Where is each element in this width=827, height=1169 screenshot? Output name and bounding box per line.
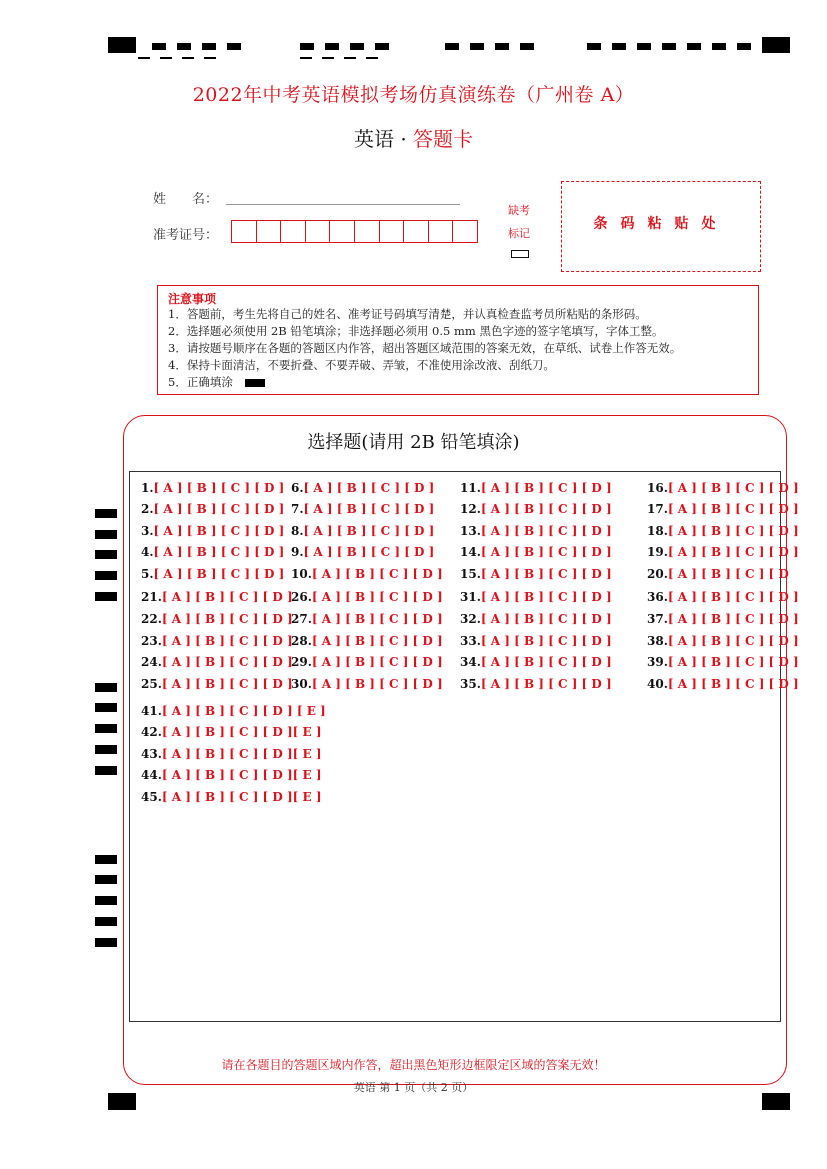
answer-options[interactable]: [ A ] [ B ] [ C ] [ D ] <box>480 612 612 626</box>
question-37[interactable] <box>647 612 799 626</box>
question-number: 38. <box>647 634 668 648</box>
id-digit-box[interactable] <box>306 221 331 242</box>
timing-mark <box>587 43 601 50</box>
question-31[interactable] <box>460 590 612 604</box>
timing-mark <box>737 43 751 50</box>
timing-mark <box>182 57 194 59</box>
question-25[interactable] <box>141 677 293 691</box>
question-5[interactable] <box>141 567 284 581</box>
answer-options[interactable]: [ A ] [ B ] [ C ] [ D ] <box>667 677 799 691</box>
question-20[interactable] <box>647 567 789 581</box>
id-digit-box[interactable] <box>257 221 282 242</box>
question-number: 35. <box>460 677 481 691</box>
exam-id-field[interactable] <box>231 220 478 243</box>
subtitle-separator: · <box>400 127 407 151</box>
question-number: 32. <box>460 612 481 626</box>
question-number: 34. <box>460 655 481 669</box>
question-26[interactable] <box>291 590 443 604</box>
answer-options[interactable]: [ A ] [ B ] [ C ] [ D ] <box>153 502 285 516</box>
timing-mark <box>712 43 726 50</box>
absent-mark-box[interactable] <box>511 250 529 258</box>
question-13[interactable] <box>460 524 612 538</box>
question-number: 7. <box>291 502 304 516</box>
card-subtitle <box>0 123 827 152</box>
question-number: 11. <box>460 481 481 495</box>
timing-mark <box>445 43 459 50</box>
side-timing-mark <box>95 571 117 580</box>
answer-options[interactable]: [ A ] [ B ] [ C ] [ D ] <box>303 545 435 559</box>
id-digit-box[interactable] <box>232 221 257 242</box>
timing-mark <box>350 43 364 50</box>
timing-mark <box>160 57 172 59</box>
question-number: 28. <box>291 634 312 648</box>
name-field[interactable] <box>226 204 460 205</box>
timing-mark <box>344 57 356 59</box>
id-digit-box[interactable] <box>355 221 380 242</box>
question-number: 39. <box>647 655 668 669</box>
answer-options[interactable]: [ A ] [ B ] [ C ] [ D ] <box>480 677 612 691</box>
answer-options[interactable]: [ A ] [ B ] [ C ] [ D <box>667 567 789 581</box>
question-number: 2. <box>141 502 154 516</box>
timing-mark <box>495 43 509 50</box>
question-18[interactable] <box>647 524 799 538</box>
question-41[interactable] <box>141 704 326 718</box>
question-number: 14. <box>460 545 481 559</box>
timing-mark <box>227 43 241 50</box>
side-timing-mark <box>95 875 117 884</box>
section-title: 选择题(请用 2B 铅笔填涂) <box>307 432 520 453</box>
id-digit-box[interactable] <box>380 221 405 242</box>
answer-options[interactable]: [ A ] [ B ] [ C ] [ D ][ E ] <box>161 725 322 739</box>
question-36[interactable] <box>647 590 799 604</box>
side-timing-mark <box>95 724 117 733</box>
question-15[interactable] <box>460 567 612 581</box>
question-number: 29. <box>291 655 312 669</box>
question-10[interactable] <box>291 567 443 581</box>
question-44[interactable] <box>141 768 322 782</box>
notice-item: 1．答题前，考生先将自己的姓名、准考证号码填写清楚，并认真检查监考员所粘贴的条形码。 <box>168 307 647 321</box>
name-label: 姓 名： <box>153 192 219 207</box>
side-timing-mark <box>95 896 117 905</box>
question-28[interactable] <box>291 634 443 648</box>
answer-options[interactable]: [ A ] [ B ] [ C ] [ D ] <box>303 502 435 516</box>
question-38[interactable] <box>647 634 799 648</box>
timing-mark <box>300 57 312 59</box>
timing-mark <box>375 43 389 50</box>
alignment-mark <box>108 1093 136 1110</box>
question-number: 30. <box>291 677 312 691</box>
question-17[interactable] <box>647 502 799 516</box>
question-number: 6. <box>291 481 304 495</box>
notice-item: 5．正确填涂 <box>168 375 233 389</box>
timing-mark <box>138 57 150 59</box>
question-35[interactable] <box>460 677 612 691</box>
question-21[interactable] <box>141 590 293 604</box>
answer-options[interactable]: [ A ] [ B ] [ C ] [ D ] <box>311 590 443 604</box>
id-digit-box[interactable] <box>429 221 454 242</box>
question-33[interactable] <box>460 634 612 648</box>
alignment-mark <box>762 1093 790 1110</box>
question-number: 5. <box>141 567 154 581</box>
id-digit-box[interactable] <box>453 221 477 242</box>
answer-options[interactable]: [ A ] [ B ] [ C ] [ D ] <box>161 590 293 604</box>
id-digit-box[interactable] <box>404 221 429 242</box>
question-3[interactable] <box>141 524 284 538</box>
timing-mark <box>612 43 626 50</box>
side-timing-mark <box>95 683 117 692</box>
question-number: 4. <box>141 545 154 559</box>
notice-item: 4．保持卡面清洁，不要折叠、不要弄破、弄皱，不准使用涂改液、刮纸刀。 <box>168 358 555 372</box>
question-8[interactable] <box>291 524 434 538</box>
question-4[interactable] <box>141 545 284 559</box>
question-9[interactable] <box>291 545 434 559</box>
question-number: 24. <box>141 655 162 669</box>
answer-options[interactable]: [ A ] [ B ] [ C ] [ D ] <box>303 481 435 495</box>
timing-mark <box>325 43 339 50</box>
question-number: 8. <box>291 524 304 538</box>
answer-options[interactable]: [ A ] [ B ] [ C ] [ D ][ E ] <box>161 768 322 782</box>
timing-mark <box>687 43 701 50</box>
question-22[interactable] <box>141 612 293 626</box>
alignment-mark <box>108 37 136 53</box>
answer-options[interactable]: [ A ] [ B ] [ C ] [ D ] <box>311 567 443 581</box>
notice-title: 注意事项 <box>168 292 217 306</box>
question-34[interactable] <box>460 655 612 669</box>
notice-box <box>157 285 759 395</box>
alignment-mark <box>762 37 790 53</box>
question-number: 3. <box>141 524 154 538</box>
barcode-label: 条码粘贴处 <box>593 216 729 232</box>
footer-warning: 请在各题目的答题区域内作答，超出黑色矩形边框限定区域的答案无效！ <box>221 1058 606 1072</box>
answer-options[interactable]: [ A ] [ B ] [ C ] [ D ] <box>311 612 443 626</box>
answer-options[interactable]: [ A ] [ B ] [ C ] [ D ] <box>161 612 293 626</box>
question-12[interactable] <box>460 502 612 516</box>
question-number: 9. <box>291 545 304 559</box>
question-6[interactable] <box>291 481 434 495</box>
absent-label-line1: 缺考 <box>508 204 530 217</box>
question-11[interactable] <box>460 481 612 495</box>
question-2[interactable] <box>141 502 284 516</box>
question-27[interactable] <box>291 612 443 626</box>
answer-options[interactable]: [ A ] [ B ] [ C ] [ D ] <box>480 567 612 581</box>
question-42[interactable] <box>141 725 322 739</box>
question-number: 23. <box>141 634 162 648</box>
answer-options[interactable]: [ A ] [ B ] [ C ] [ D ][ E ] <box>161 790 322 804</box>
answer-options[interactable]: [ A ] [ B ] [ C ] [ D ] <box>153 567 285 581</box>
timing-mark <box>366 57 378 59</box>
question-40[interactable] <box>647 677 799 691</box>
timing-mark <box>662 43 676 50</box>
side-timing-mark <box>95 592 117 601</box>
question-24[interactable] <box>141 655 293 669</box>
question-number: 25. <box>141 677 162 691</box>
timing-mark <box>177 43 191 50</box>
question-23[interactable] <box>141 634 293 648</box>
question-number: 10. <box>291 567 312 581</box>
question-16[interactable] <box>647 481 799 495</box>
question-number: 42. <box>141 725 162 739</box>
answer-options[interactable]: [ A ] [ B ] [ C ] [ D ] <box>161 634 293 648</box>
question-43[interactable] <box>141 747 322 761</box>
subject-label: 英语 <box>353 127 394 151</box>
question-29[interactable] <box>291 655 443 669</box>
side-timing-mark <box>95 530 117 539</box>
question-45[interactable] <box>141 790 322 804</box>
question-number: 19. <box>647 545 668 559</box>
answer-options[interactable]: [ A ] [ B ] [ C ] [ D ] <box>667 524 799 538</box>
side-timing-mark <box>95 745 117 754</box>
answer-options[interactable]: [ A ] [ B ] [ C ] [ D ] <box>480 655 612 669</box>
answer-options[interactable]: [ A ] [ B ] [ C ] [ D ] <box>667 590 799 604</box>
timing-mark <box>637 43 651 50</box>
question-7[interactable] <box>291 502 434 516</box>
side-timing-mark <box>95 917 117 926</box>
exam-title: 2022年中考英语模拟考场仿真演练卷（广州卷 A） <box>192 84 635 106</box>
answer-options[interactable]: [ A ] [ B ] [ C ] [ D ] <box>311 634 443 648</box>
question-1[interactable] <box>141 481 284 495</box>
id-label: 准考证号： <box>153 228 219 243</box>
notice-item: 2．选择题必须使用 2B 铅笔填涂；非选择题必须用 0.5 mm 黑色字迹的签字笔填写，字体工整。 <box>168 324 664 338</box>
answer-options[interactable]: [ A ] [ B ] [ C ] [ D ] <box>311 655 443 669</box>
question-number: 31. <box>460 590 481 604</box>
answer-options[interactable]: [ A ] [ B ] [ C ] [ D ] <box>480 590 612 604</box>
answer-options[interactable]: [ A ] [ B ] [ C ] [ D ] <box>480 502 612 516</box>
answer-options[interactable]: [ A ] [ B ] [ C ] [ D ] <box>161 677 293 691</box>
question-number: 33. <box>460 634 481 648</box>
answer-options[interactable]: [ A ] [ B ] [ C ] [ D ] <box>667 634 799 648</box>
question-number: 41. <box>141 704 162 718</box>
question-number: 12. <box>460 502 481 516</box>
answer-options[interactable]: [ A ] [ B ] [ C ] [ D ] <box>480 524 612 538</box>
timing-mark <box>300 43 314 50</box>
answer-options[interactable]: [ A ] [ B ] [ C ] [ D ] <box>667 655 799 669</box>
question-number: 13. <box>460 524 481 538</box>
question-number: 40. <box>647 677 668 691</box>
question-number: 1. <box>141 481 154 495</box>
question-number: 15. <box>460 567 481 581</box>
answer-options[interactable]: [ A ] [ B ] [ C ] [ D ] <box>153 545 285 559</box>
question-number: 37. <box>647 612 668 626</box>
question-39[interactable] <box>647 655 799 669</box>
answer-options[interactable]: [ A ] [ B ] [ C ] [ D ] <box>480 545 612 559</box>
question-30[interactable] <box>291 677 443 691</box>
timing-mark <box>204 57 216 59</box>
answer-options[interactable]: [ A ] [ B ] [ C ] [ D ] [ E ] <box>161 704 326 718</box>
question-number: 27. <box>291 612 312 626</box>
answer-options[interactable]: [ A ] [ B ] [ C ] [ D ] <box>153 524 285 538</box>
answer-options[interactable]: [ A ] [ B ] [ C ] [ D ] <box>667 545 799 559</box>
answer-options[interactable]: [ A ] [ B ] [ C ] [ D ] <box>667 481 799 495</box>
side-timing-mark <box>95 703 117 712</box>
id-digit-box[interactable] <box>281 221 306 242</box>
id-digit-box[interactable] <box>330 221 355 242</box>
side-timing-mark <box>95 550 117 559</box>
question-number: 17. <box>647 502 668 516</box>
answer-options[interactable]: [ A ] [ B ] [ C ] [ D ][ E ] <box>161 747 322 761</box>
question-number: 20. <box>647 567 668 581</box>
answer-card-label: 答题卡 <box>413 127 474 151</box>
answer-options[interactable]: [ A ] [ B ] [ C ] [ D ] <box>667 612 799 626</box>
notice-item-fill-example <box>168 374 748 391</box>
question-number: 36. <box>647 590 668 604</box>
question-number: 43. <box>141 747 162 761</box>
answer-options[interactable]: [ A ] [ B ] [ C ] [ D ] <box>480 481 612 495</box>
answer-options[interactable]: [ A ] [ B ] [ C ] [ D ] <box>161 655 293 669</box>
side-timing-mark <box>95 938 117 947</box>
answer-options[interactable]: [ A ] [ B ] [ C ] [ D ] <box>153 481 285 495</box>
answer-options[interactable]: [ A ] [ B ] [ C ] [ D ] <box>311 677 443 691</box>
side-timing-mark <box>95 766 117 775</box>
notice-item: 3．请按题号顺序在各题的答题区内作答，超出答题区域范围的答案无效，在草纸、试卷上作答无效。 <box>168 341 682 355</box>
question-number: 45. <box>141 790 162 804</box>
timing-mark <box>322 57 334 59</box>
answer-options[interactable]: [ A ] [ B ] [ C ] [ D ] <box>480 634 612 648</box>
question-number: 44. <box>141 768 162 782</box>
absent-label-line2: 标记 <box>508 227 530 240</box>
barcode-area <box>561 181 761 272</box>
timing-mark <box>202 43 216 50</box>
fill-sample-mark <box>245 379 265 387</box>
question-14[interactable] <box>460 545 612 559</box>
side-timing-mark <box>95 509 117 518</box>
question-32[interactable] <box>460 612 612 626</box>
timing-mark <box>520 43 534 50</box>
question-19[interactable] <box>647 545 799 559</box>
question-number: 21. <box>141 590 162 604</box>
question-number: 18. <box>647 524 668 538</box>
side-timing-mark <box>95 855 117 864</box>
page-number: 英语 第 1 页（共 2 页） <box>353 1081 474 1094</box>
answer-options[interactable]: [ A ] [ B ] [ C ] [ D ] <box>667 502 799 516</box>
timing-mark <box>152 43 166 50</box>
answer-options[interactable]: [ A ] [ B ] [ C ] [ D ] <box>303 524 435 538</box>
timing-mark <box>470 43 484 50</box>
question-number: 26. <box>291 590 312 604</box>
question-number: 22. <box>141 612 162 626</box>
question-number: 16. <box>647 481 668 495</box>
